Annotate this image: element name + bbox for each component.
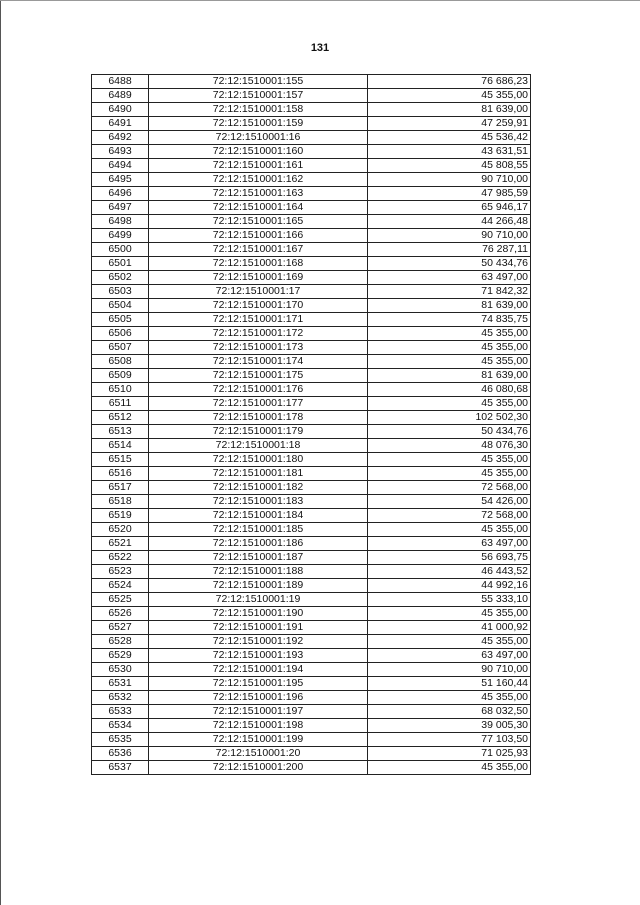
row-number-cell: 6506 [92,327,149,341]
cadastral-value-cell: 63 497,00 [368,537,531,551]
row-number-cell: 6515 [92,453,149,467]
cadastral-number-cell: 72:12:1510001:169 [149,271,368,285]
cadastral-value-cell: 45 355,00 [368,397,531,411]
cadastral-value-cell: 55 333,10 [368,593,531,607]
row-number-cell: 6499 [92,229,149,243]
table-row [92,201,531,215]
cadastral-value-cell: 51 160,44 [368,677,531,691]
table-row [92,145,531,159]
table-row [92,621,531,635]
cadastral-number-cell: 72:12:1510001:159 [149,117,368,131]
table-row [92,187,531,201]
table-row [92,243,531,257]
row-number-cell: 6489 [92,89,149,103]
cadastral-number-cell: 72:12:1510001:182 [149,481,368,495]
cadastral-value-cell: 63 497,00 [368,649,531,663]
row-number-cell: 6490 [92,103,149,117]
cadastral-value-cell: 46 443,52 [368,565,531,579]
table-row [92,173,531,187]
row-number-cell: 6501 [92,257,149,271]
row-number-cell: 6513 [92,425,149,439]
page-number: 131 [310,42,330,54]
table-row [92,439,531,453]
cadastral-number-cell: 72:12:1510001:191 [149,621,368,635]
table-row [92,481,531,495]
row-number-cell: 6532 [92,691,149,705]
cadastral-number-cell: 72:12:1510001:196 [149,691,368,705]
cadastral-number-cell: 72:12:1510001:176 [149,383,368,397]
cadastral-value-cell: 90 710,00 [368,229,531,243]
cadastral-value-table [91,74,531,775]
row-number-cell: 6493 [92,145,149,159]
cadastral-number-cell: 72:12:1510001:158 [149,103,368,117]
cadastral-value-cell: 68 032,50 [368,705,531,719]
table-row [92,551,531,565]
row-number-cell: 6520 [92,523,149,537]
cadastral-value-cell: 44 992,16 [368,579,531,593]
table-row [92,523,531,537]
row-number-cell: 6528 [92,635,149,649]
table-row [92,733,531,747]
cadastral-value-cell: 102 502,30 [368,411,531,425]
table-row [92,341,531,355]
row-number-cell: 6514 [92,439,149,453]
table-row [92,229,531,243]
scan-left-edge-mark [0,0,1,905]
cadastral-number-cell: 72:12:1510001:168 [149,257,368,271]
row-number-cell: 6533 [92,705,149,719]
cadastral-number-cell: 72:12:1510001:160 [149,145,368,159]
cadastral-value-cell: 47 985,59 [368,187,531,201]
row-number-cell: 6535 [92,733,149,747]
cadastral-value-cell: 45 355,00 [368,327,531,341]
cadastral-number-cell: 72:12:1510001:190 [149,607,368,621]
table-row [92,299,531,313]
table-row [92,131,531,145]
row-number-cell: 6508 [92,355,149,369]
cadastral-value-cell: 45 355,00 [368,635,531,649]
row-number-cell: 6504 [92,299,149,313]
table-row [92,117,531,131]
row-number-cell: 6502 [92,271,149,285]
row-number-cell: 6531 [92,677,149,691]
table-row [92,369,531,383]
cadastral-value-cell: 45 355,00 [368,341,531,355]
row-number-cell: 6511 [92,397,149,411]
cadastral-value-cell: 45 355,00 [368,89,531,103]
cadastral-value-cell: 48 076,30 [368,439,531,453]
cadastral-value-cell: 81 639,00 [368,299,531,313]
cadastral-number-cell: 72:12:1510001:184 [149,509,368,523]
table-body [92,75,531,775]
cadastral-number-cell: 72:12:1510001:165 [149,215,368,229]
cadastral-number-cell: 72:12:1510001:18 [149,439,368,453]
cadastral-number-cell: 72:12:1510001:199 [149,733,368,747]
cadastral-value-cell: 72 568,00 [368,509,531,523]
table-row [92,159,531,173]
row-number-cell: 6509 [92,369,149,383]
row-number-cell: 6526 [92,607,149,621]
cadastral-value-cell: 65 946,17 [368,201,531,215]
table-row [92,285,531,299]
scan-top-edge-mark [0,0,640,1]
cadastral-value-cell: 71 842,32 [368,285,531,299]
cadastral-value-cell: 50 434,76 [368,425,531,439]
cadastral-value-cell: 63 497,00 [368,271,531,285]
cadastral-number-cell: 72:12:1510001:163 [149,187,368,201]
cadastral-value-cell: 45 355,00 [368,523,531,537]
row-number-cell: 6537 [92,761,149,775]
cadastral-number-cell: 72:12:1510001:197 [149,705,368,719]
cadastral-value-cell: 77 103,50 [368,733,531,747]
cadastral-number-cell: 72:12:1510001:183 [149,495,368,509]
row-number-cell: 6534 [92,719,149,733]
cadastral-value-cell: 46 080,68 [368,383,531,397]
cadastral-number-cell: 72:12:1510001:194 [149,663,368,677]
table-row [92,103,531,117]
table-row [92,355,531,369]
row-number-cell: 6496 [92,187,149,201]
cadastral-value-cell: 45 355,00 [368,607,531,621]
table-row [92,75,531,89]
cadastral-value-cell: 41 000,92 [368,621,531,635]
cadastral-value-cell: 45 808,55 [368,159,531,173]
cadastral-value-cell: 74 835,75 [368,313,531,327]
cadastral-number-cell: 72:12:1510001:172 [149,327,368,341]
cadastral-number-cell: 72:12:1510001:185 [149,523,368,537]
table-row [92,579,531,593]
row-number-cell: 6505 [92,313,149,327]
table-row [92,383,531,397]
row-number-cell: 6530 [92,663,149,677]
cadastral-number-cell: 72:12:1510001:170 [149,299,368,313]
row-number-cell: 6519 [92,509,149,523]
row-number-cell: 6488 [92,75,149,89]
table-row [92,649,531,663]
table-row [92,453,531,467]
row-number-cell: 6500 [92,243,149,257]
cadastral-number-cell: 72:12:1510001:180 [149,453,368,467]
row-number-cell: 6491 [92,117,149,131]
cadastral-number-cell: 72:12:1510001:189 [149,579,368,593]
cadastral-value-cell: 44 266,48 [368,215,531,229]
cadastral-number-cell: 72:12:1510001:161 [149,159,368,173]
cadastral-value-cell: 76 287,11 [368,243,531,257]
row-number-cell: 6529 [92,649,149,663]
cadastral-number-cell: 72:12:1510001:181 [149,467,368,481]
cadastral-number-cell: 72:12:1510001:155 [149,75,368,89]
row-number-cell: 6512 [92,411,149,425]
table-row [92,411,531,425]
cadastral-value-cell: 45 355,00 [368,355,531,369]
row-number-cell: 6523 [92,565,149,579]
table-row [92,509,531,523]
cadastral-number-cell: 72:12:1510001:192 [149,635,368,649]
cadastral-value-cell: 90 710,00 [368,173,531,187]
cadastral-value-cell: 71 025,93 [368,747,531,761]
cadastral-number-cell: 72:12:1510001:20 [149,747,368,761]
table-row [92,215,531,229]
cadastral-value-cell: 45 536,42 [368,131,531,145]
cadastral-number-cell: 72:12:1510001:200 [149,761,368,775]
table-row [92,271,531,285]
cadastral-number-cell: 72:12:1510001:187 [149,551,368,565]
cadastral-number-cell: 72:12:1510001:174 [149,355,368,369]
cadastral-value-cell: 43 631,51 [368,145,531,159]
table-row [92,593,531,607]
row-number-cell: 6507 [92,341,149,355]
cadastral-number-cell: 72:12:1510001:164 [149,201,368,215]
row-number-cell: 6536 [92,747,149,761]
row-number-cell: 6524 [92,579,149,593]
table-row [92,607,531,621]
table-row [92,705,531,719]
cadastral-number-cell: 72:12:1510001:177 [149,397,368,411]
cadastral-value-cell: 56 693,75 [368,551,531,565]
row-number-cell: 6516 [92,467,149,481]
table-row [92,761,531,775]
table-row [92,635,531,649]
cadastral-number-cell: 72:12:1510001:173 [149,341,368,355]
row-number-cell: 6503 [92,285,149,299]
table-row [92,467,531,481]
cadastral-number-cell: 72:12:1510001:19 [149,593,368,607]
cadastral-value-cell: 45 355,00 [368,467,531,481]
cadastral-value-cell: 76 686,23 [368,75,531,89]
table-row [92,327,531,341]
table-row [92,691,531,705]
cadastral-value-cell: 50 434,76 [368,257,531,271]
table-row [92,537,531,551]
cadastral-number-cell: 72:12:1510001:162 [149,173,368,187]
cadastral-number-cell: 72:12:1510001:175 [149,369,368,383]
table-row [92,719,531,733]
cadastral-number-cell: 72:12:1510001:171 [149,313,368,327]
row-number-cell: 6498 [92,215,149,229]
table-row [92,397,531,411]
table-row [92,747,531,761]
cadastral-number-cell: 72:12:1510001:179 [149,425,368,439]
cadastral-number-cell: 72:12:1510001:193 [149,649,368,663]
table-row [92,663,531,677]
cadastral-number-cell: 72:12:1510001:157 [149,89,368,103]
table-row [92,257,531,271]
row-number-cell: 6518 [92,495,149,509]
cadastral-number-cell: 72:12:1510001:188 [149,565,368,579]
row-number-cell: 6527 [92,621,149,635]
table-row [92,677,531,691]
row-number-cell: 6497 [92,201,149,215]
row-number-cell: 6494 [92,159,149,173]
cadastral-value-cell: 45 355,00 [368,761,531,775]
table-row [92,565,531,579]
cadastral-value-cell: 72 568,00 [368,481,531,495]
cadastral-value-cell: 81 639,00 [368,103,531,117]
cadastral-value-cell: 45 355,00 [368,453,531,467]
table-row [92,89,531,103]
cadastral-number-cell: 72:12:1510001:16 [149,131,368,145]
cadastral-number-cell: 72:12:1510001:167 [149,243,368,257]
cadastral-value-cell: 39 005,30 [368,719,531,733]
cadastral-value-cell: 81 639,00 [368,369,531,383]
table-row [92,425,531,439]
table-row [92,313,531,327]
cadastral-number-cell: 72:12:1510001:178 [149,411,368,425]
table-row [92,495,531,509]
cadastral-value-cell: 54 426,00 [368,495,531,509]
row-number-cell: 6517 [92,481,149,495]
cadastral-number-cell: 72:12:1510001:17 [149,285,368,299]
cadastral-number-cell: 72:12:1510001:166 [149,229,368,243]
cadastral-number-cell: 72:12:1510001:198 [149,719,368,733]
row-number-cell: 6522 [92,551,149,565]
row-number-cell: 6521 [92,537,149,551]
row-number-cell: 6492 [92,131,149,145]
cadastral-value-cell: 45 355,00 [368,691,531,705]
cadastral-value-cell: 47 259,91 [368,117,531,131]
row-number-cell: 6525 [92,593,149,607]
cadastral-value-cell: 90 710,00 [368,663,531,677]
cadastral-number-cell: 72:12:1510001:195 [149,677,368,691]
row-number-cell: 6495 [92,173,149,187]
cadastral-number-cell: 72:12:1510001:186 [149,537,368,551]
row-number-cell: 6510 [92,383,149,397]
